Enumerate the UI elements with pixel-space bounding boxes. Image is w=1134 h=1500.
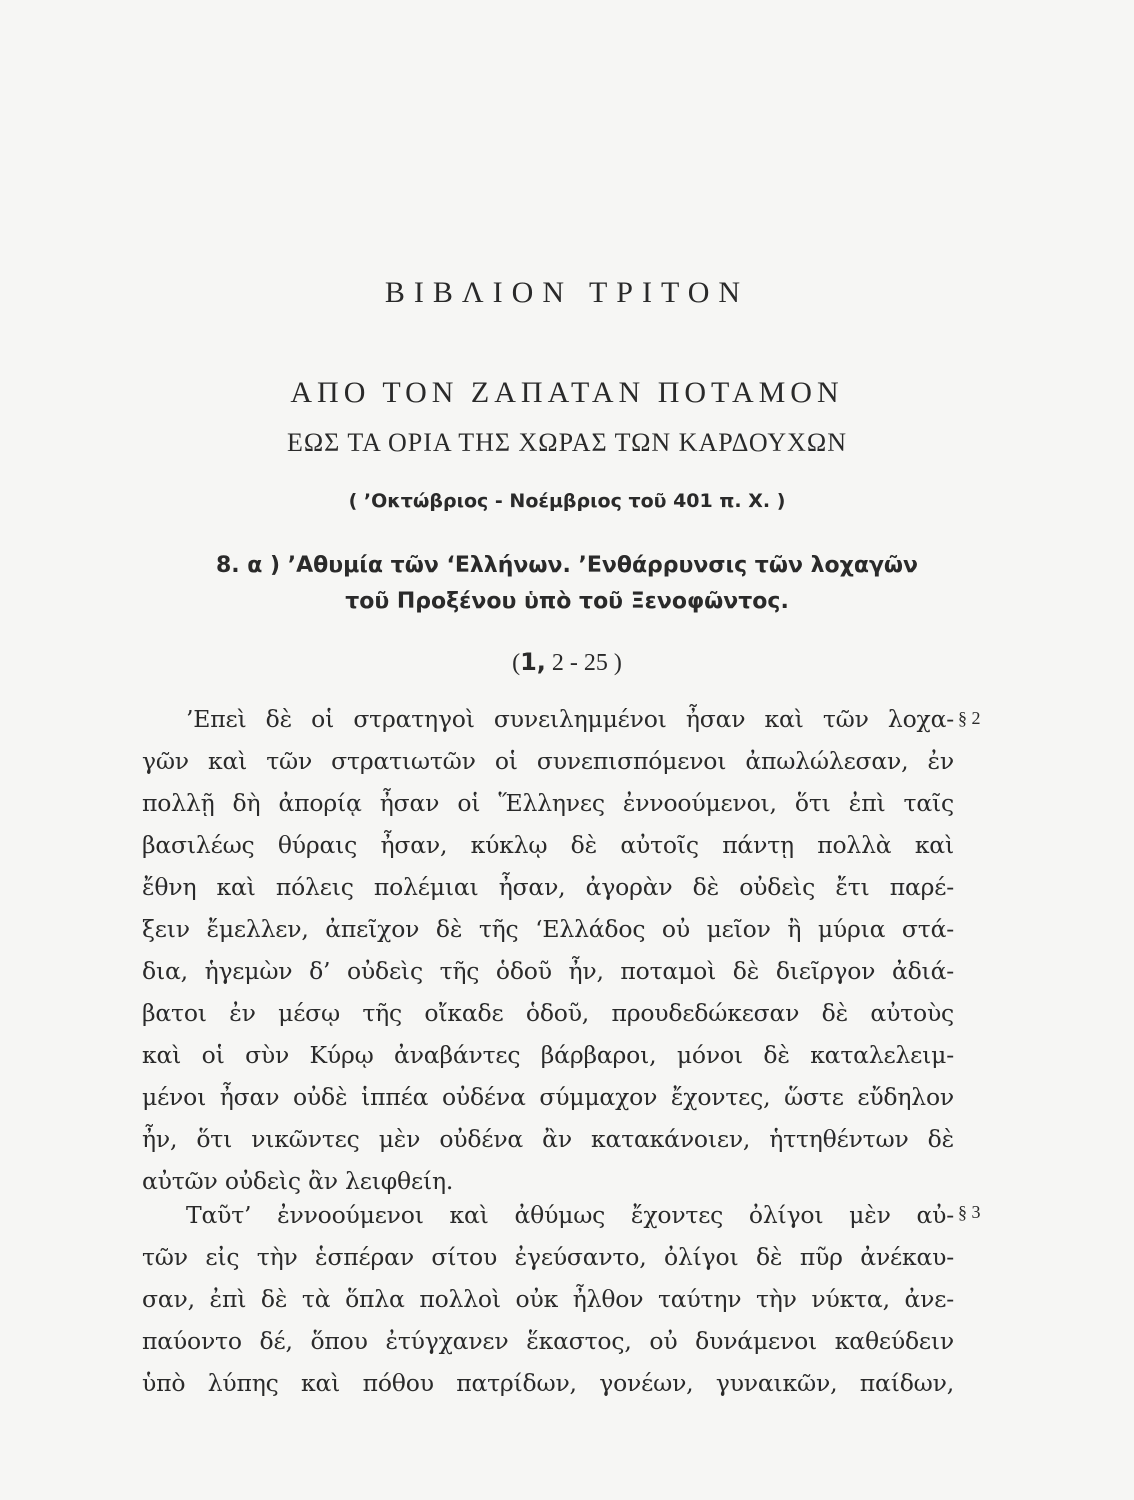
reference-chapter: 1, (520, 648, 546, 676)
passage-reference (0, 648, 1134, 677)
text-line: ἦν, ὅτι νικῶντες μὲν οὐδένα ἂν κατακάνοιεν, ἡττηθέντων δὲ (142, 1125, 954, 1153)
book-title: ΒΙΒΛΙΟΝ ΤΡΙΤΟΝ (384, 276, 750, 309)
text-line: αὐτῶν οὐδεὶς ἂν λειφθείη. (142, 1167, 454, 1195)
text-line: μένοι ἦσαν οὐδὲ ἱππέα οὐδένα σύμμαχον ἔχοντες, ὥστε εὔδηλον (142, 1083, 954, 1111)
section-heading-line-2: τοῦ Προξένου ὑπὸ τοῦ Ξενοφῶντος. (345, 589, 789, 614)
text-line: πολλῇ δὴ ἀπορίᾳ ἦσαν οἱ Ἕλληνες ἐννοούμενοι, ὅτι ἐπὶ ταῖς (142, 789, 954, 817)
text-line: δια, ἡγεμὼν δ’ οὐδεὶς τῆς ὁδοῦ ἦν, ποταμοὶ δὲ διεῖργον ἀδιά- (142, 957, 954, 985)
text-line: καὶ οἱ σὺν Κύρῳ ἀναβάντες βάρβαροι, μόνοι δὲ καταλελειμ- (142, 1041, 954, 1069)
text-line: Ταῦτ’ ἐννοούμενοι καὶ ἀθύμως ἔχοντες ὀλίγοι μὲν αὐ- (186, 1201, 954, 1229)
paragraph (142, 1194, 954, 1404)
text-line: ἔθνη καὶ πόλεις πολέμιαι ἦσαν, ἀγορὰν δὲ οὐδεὶς ἔτι παρέ- (142, 873, 954, 901)
paragraph (142, 698, 954, 1202)
text-line: σαν, ἐπὶ δὲ τὰ ὅπλα πολλοὶ οὐκ ἦλθον ταύτην τὴν νύκτα, ἀνε- (142, 1285, 954, 1313)
text-line: τῶν εἰς τὴν ἑσπέραν σίτου ἐγεύσαντο, ὀλίγοι δὲ πῦρ ἀνέκαυ- (142, 1243, 954, 1271)
reference-open: ( (512, 650, 521, 676)
section-heading-line-1: 8. α ) ’Αθυμία τῶν ‘Ελλήνων. ’Ενθάρρυνσις τῶν λοχαγῶν (215, 553, 919, 578)
text-line: γῶν καὶ τῶν στρατιωτῶν οἱ συνεπισπόμενοι ἀπωλώλεσαν, ἐν (142, 747, 954, 775)
paragraph-number: § 3 (958, 1202, 981, 1222)
text-line: ὑπὸ λύπης καὶ πόθου πατρίδων, γονέων, γυναικῶν, παίδων, (142, 1369, 954, 1397)
reference-range: 2 - 25 ) (545, 650, 622, 676)
paragraph-number: § 2 (958, 708, 981, 728)
heading-line-1: ΑΠΟ ΤΟΝ ΖΑΠΑΤΑΝ ΠΟΤΑΜΟΝ (290, 376, 844, 409)
section-heading (0, 548, 1134, 620)
date-range: ( ’Οκτώβριος - Νοέμβριος τοῦ 401 π. Χ. ) (348, 490, 786, 512)
text-line: ξειν ἔμελλεν, ἀπεῖχον δὲ τῆς ‘Ελλάδος οὐ μεῖον ἢ μύρια στά- (142, 915, 954, 943)
text-line: βασιλέως θύραις ἦσαν, κύκλῳ δὲ αὐτοῖς πάντῃ πολλὰ καὶ (142, 831, 954, 859)
heading-line-2: ΕΩΣ ΤΑ ΟΡΙΑ ΤΗΣ ΧΩΡΑΣ ΤΩΝ ΚΑΡΔΟΥΧΩΝ (286, 428, 848, 457)
text-line: ’Επεὶ δὲ οἱ στρατηγοὶ συνειλημμένοι ἦσαν καὶ τῶν λοχα- (186, 705, 954, 733)
text-line: βατοι ἐν μέσῳ τῆς οἴκαδε ὁδοῦ, προυδεδώκεσαν δὲ αὐτοὺς (142, 999, 954, 1027)
text-line: παύοντο δέ, ὅπου ἐτύγχανεν ἕκαστος, οὐ δυνάμενοι καθεύδειν (142, 1327, 954, 1355)
